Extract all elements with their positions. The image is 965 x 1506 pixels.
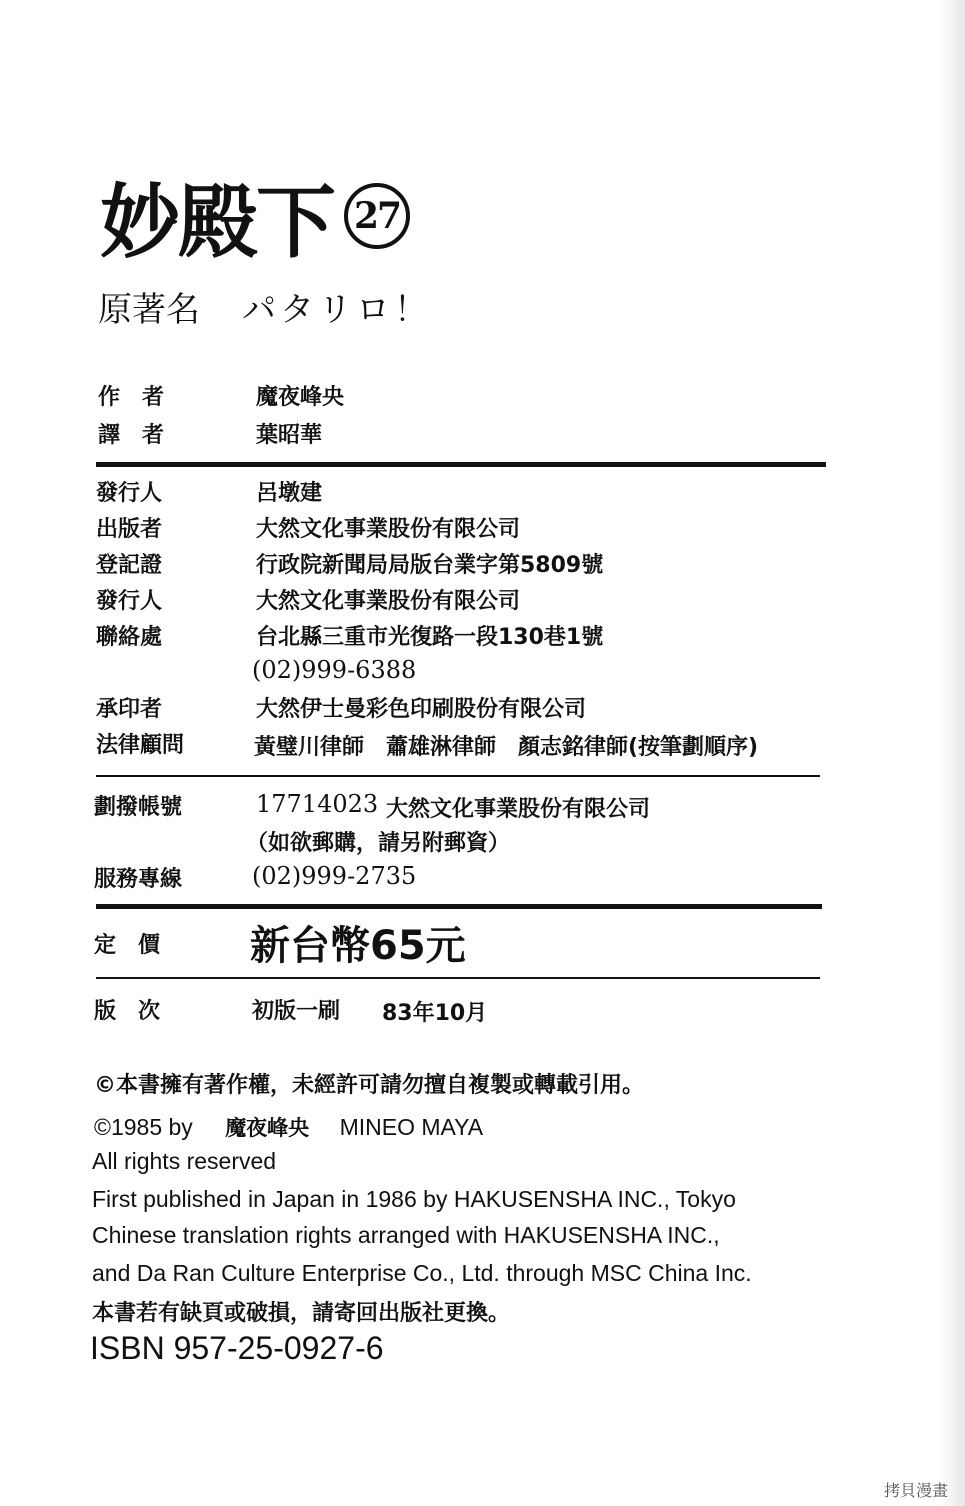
- original-title-value: パタリロ！: [242, 290, 432, 330]
- publisher-person-value: 呂墩建: [256, 481, 323, 506]
- service-line-label: 服務專線: [94, 867, 183, 892]
- printer-value: 大然伊士曼彩色印刷股份有限公司: [256, 697, 587, 722]
- price-label: 定 價: [94, 933, 161, 958]
- edition-value: 初版一刷: [252, 999, 341, 1024]
- copyright-notice-zh: ©本書擁有著作權，未經許可請勿擅自複製或轉載引用。: [94, 1073, 645, 1098]
- postal-note: （如欲郵購，請另附郵資）: [246, 831, 511, 856]
- page-edge-shadow: [939, 0, 965, 1506]
- printer-label: 承印者: [96, 697, 163, 722]
- copyright-author-en: MINEO MAYA: [339, 1114, 484, 1140]
- publisher-value: 大然文化事業股份有限公司: [256, 517, 521, 542]
- copyright-line-1: [94, 1112, 483, 1142]
- defect-notice: 本書若有缺頁或破損，請寄回出版社更換。: [92, 1301, 511, 1326]
- rights-reserved: All rights reserved: [92, 1148, 277, 1174]
- publisher-person-label: 發行人: [96, 481, 163, 506]
- original-title-label: 原著名: [98, 290, 200, 330]
- divider-rule: [96, 977, 820, 979]
- legal-counsel-value: 黃璧川律師 蕭雄淋律師 顏志銘律師(按筆劃順序): [254, 735, 759, 760]
- price-value: 新台幣65元: [250, 923, 466, 969]
- postal-account-number: 17714023: [256, 790, 379, 818]
- divider-rule: [96, 462, 826, 467]
- contact-label: 聯絡處: [96, 625, 163, 650]
- original-title: [98, 282, 432, 331]
- registration-label: 登記證: [96, 553, 163, 578]
- author-label: 作 者: [98, 385, 165, 410]
- divider-rule: [96, 775, 820, 777]
- copyright-author-zh: 魔夜峰央: [225, 1117, 310, 1140]
- divider-rule: [96, 904, 822, 909]
- contact-address: 台北縣三重市光復路一段130巷1號: [256, 625, 604, 650]
- postal-account-name: 大然文化事業股份有限公司: [386, 797, 651, 822]
- isbn: ISBN 957-25-0927-6: [90, 1330, 384, 1366]
- watermark: 拷貝漫畫: [884, 1481, 949, 1500]
- distributor-line: and Da Ran Culture Enterprise Co., Ltd. through MSC China Inc.: [92, 1260, 752, 1286]
- service-line-phone: (02)999-2735: [252, 862, 417, 890]
- issuer-label: 發行人: [96, 589, 163, 614]
- copyright-year-by: ©1985 by: [94, 1114, 193, 1140]
- volume-number: 27: [344, 183, 410, 249]
- postal-account-label: 劃撥帳號: [94, 795, 183, 820]
- issuer-value: 大然文化事業股份有限公司: [256, 589, 521, 614]
- registration-value: 行政院新聞局局版台業字第5809號: [256, 553, 604, 578]
- edition-date: 83年10月: [382, 1001, 488, 1026]
- translator-label: 譯 者: [98, 423, 165, 448]
- first-published-line: First published in Japan in 1986 by HAKUSENSHA INC., Tokyo: [92, 1186, 736, 1212]
- translation-rights-line: Chinese translation rights arranged with HAKUSENSHA INC.,: [92, 1222, 720, 1248]
- legal-counsel-label: 法律顧問: [96, 733, 185, 758]
- author-value: 魔夜峰央: [256, 385, 345, 410]
- book-title: [100, 158, 410, 273]
- book-title-text: 妙殿下: [100, 175, 334, 269]
- publisher-label: 出版者: [96, 517, 163, 542]
- edition-label: 版 次: [94, 999, 161, 1024]
- contact-phone: (02)999-6388: [252, 656, 417, 684]
- translator-value: 葉昭華: [256, 423, 323, 448]
